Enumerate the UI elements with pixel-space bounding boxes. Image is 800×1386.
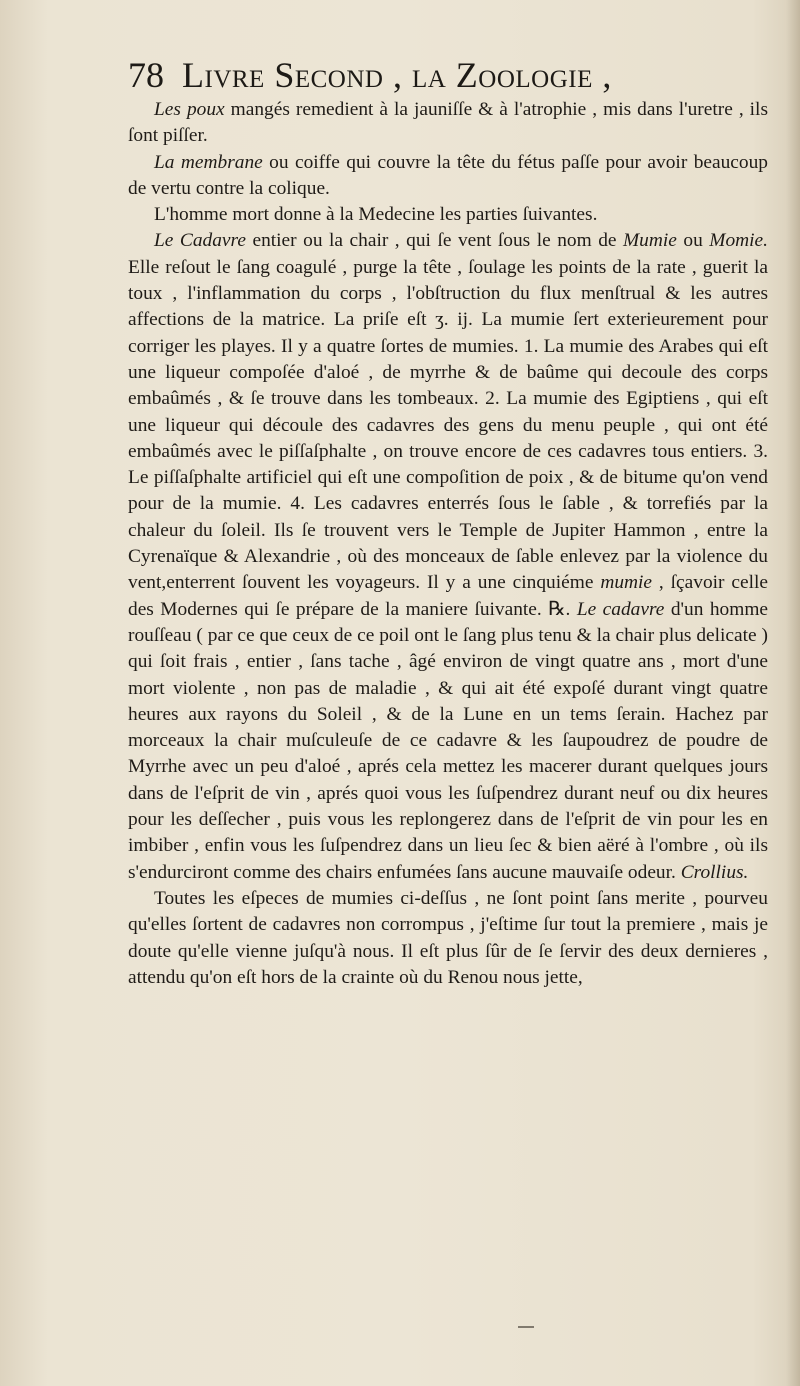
italic-term: mumie [600,572,653,594]
italic-term: Crollius. [680,861,749,883]
italic-term: Les poux [154,99,225,120]
body-text [128,97,768,991]
paragraph-poux [128,97,768,150]
page-number: 78 [128,55,164,95]
text-run: , ſçavoir celle des Modernes qui ſe prépare de la maniere ſuivante. ℞. [128,572,768,620]
italic-term: Le cadavre [576,598,665,620]
text-run: Elle reſout le ſang coagulé , purge la tête , ſoulage les points de la rate , guerit la toux , l'inflammation du corps , l'obſtruction du flux menſtrual & les autres affections de la matrice. La priſe eſt ʒ. ij. La mumie ſert exterieurement pour corriger les playes. Il y a quatre ſortes de mumies. 1. La mumie des Arabes qui eſt une liqueur compoſée d'aloé , de myrrhe & de baûme qui decoule des corps embaûmés , & ſe trouve dans les tombeaux. 2. La mumie des Egiptiens , qui eſt une liqueur qui découle des cadavres des gens du menu peuple , qui ont été embaûmés avec le piſſaſphalte , on trouve encore de ces cadavres tous entiers. 3. Le piſſaſphalte artificiel qui eſt une compoſition de poix , & de bitume qu'on vend pour de la mumie. 4. Les cadavres enterrés ſous le ſable , & torrefiés par la chaleur du ſoleil. Ils ſe trouvent vers le Temple de Jupiter Hammon , entre la Cyrenaïque & Alexandrie , où des monceaux de ſable enlevez par la violence du vent,enterrent ſouvent les voyageurs. Il y a une cinquiéme [128,256,768,594]
italic-term: Momie. [709,230,768,252]
text-run: ou coiffe qui couvre la tête du fétus paſſe pour avoir beaucoup de vertu contre la colique. [128,151,768,199]
paragraph-membrane [128,150,768,203]
text-run: L'homme mort donne à la Medecine les parties ſuivantes. [154,204,598,226]
page-header [128,50,688,100]
text-run: Toutes les eſpeces de mumies ci-deſſus , ne ſont point ſans merite , pourveu qu'elles ſortent de cadavres non corrompus , j'eſtime ſur tout la premiere , mais je doute qu'elle vienne juſqu'à nous. Il eſt plus ſûr de ſe ſervir des deux dernieres , attendu qu'on eſt hors de la crainte où du Renou nous jette, [128,887,768,988]
text-run: ou [676,230,710,252]
text-run: d'un homme rouſſeau ( par ce que ceux de ce poil ont le ſang plus tenu & la chair plus delicate ) qui ſoit frais , entier , ſans tache , âgé environ de vingt quatre ans , mort d'une mort violente , non pas de maladie , & qui ait été expoſé durant vingt quatre heures aux rayons du Soleil , & de la Lune en un tems ſerain. Hachez par morceaux la chair muſculeuſe de ce cadavre & les ſaupoudrez de poudre de Myrrhe avec un peu d'aloé , aprés cela mettez les macerer durant quelques jours dans de l'eſprit de vin , aprés quoi vous les ſuſpendrez durant neuf ou dix heures pour les deſſecher , puis vous les replongerez dans de l'eſprit de vin pour les en imbiber , enfin vous les ſuſpendrez dans un lieu ſec & bien aëré à l'ombre , où ils s'endurciront comme des chairs enfumées ſans aucune mauvaiſe odeur. [128,598,769,883]
text-run: entier ou la chair , qui ſe vent ſous le nom de [245,230,624,252]
paragraph-cadavre-mumie [128,228,768,885]
paragraph-especes-mumies [128,886,768,991]
running-title: Livre Second , la Zoologie , [182,55,612,95]
italic-term: Le Cadavre [154,230,246,252]
italic-term: Mumie [623,230,677,252]
italic-term: La membrane [154,151,263,173]
paragraph-homme-mort [128,202,768,228]
text-run: mangés remedient à la jauniſſe & à l'atrophie , mis dans l'uretre , ils ſont piſſer. [128,99,768,147]
page-edge-shadow [786,0,800,1386]
signature-mark [518,1326,534,1328]
